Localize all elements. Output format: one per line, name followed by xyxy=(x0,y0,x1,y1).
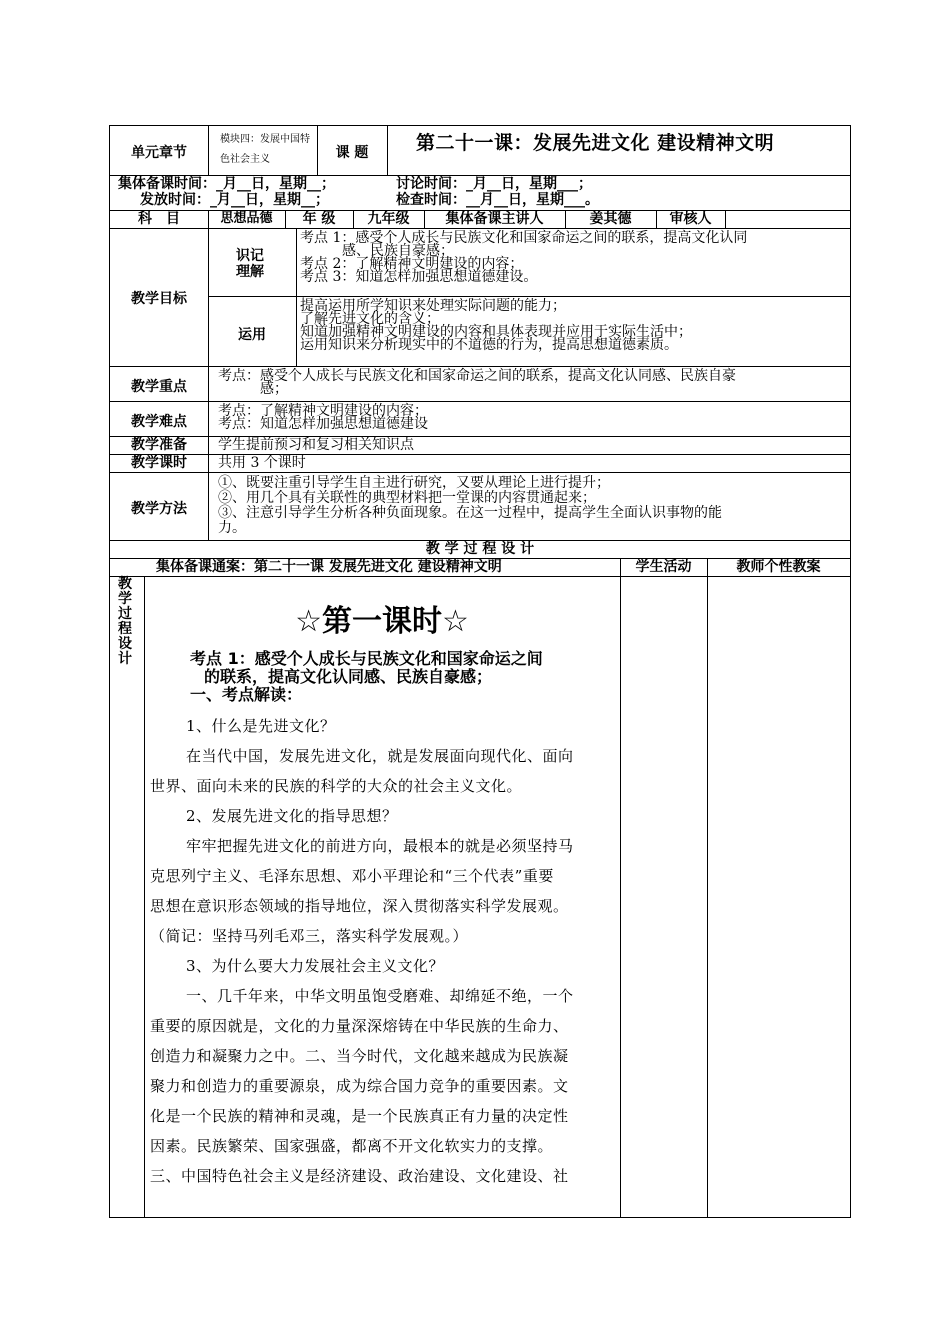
body-line: 世界、面向未来的民族的科学的大众的社会主义文化。 xyxy=(150,777,523,795)
process-section-title: 教 学 过 程 设 计 xyxy=(425,541,535,557)
body-line: 牢牢把握先进文化的前进方向，最根本的就是必须坚持马 xyxy=(186,837,574,855)
kaodian-heading-1: 考点 1：感受个人成长与民族文化和国家命运之间 xyxy=(190,649,543,668)
collective-plan-header: 集体备课通案：第二十一课 发展先进文化 建设精神文明 xyxy=(156,559,502,575)
memory-understanding-label: 识记理解 xyxy=(236,248,264,280)
topic-label: 课 题 xyxy=(335,145,369,161)
method-line: ③、注意引导学生分析各种负面现象。在这一过程中，提高学生全面认识事物的能 xyxy=(218,505,722,521)
body-line: 重要的原因就是，文化的力量深深熔铸在中华民族的生命力、 xyxy=(150,1017,569,1035)
lesson-title: 第二十一课：发展先进文化 建设精神文明 xyxy=(416,132,775,154)
body-line: 3、为什么要大力发展社会主义文化？ xyxy=(186,957,445,975)
teaching-goals-label: 教学目标 xyxy=(131,291,187,307)
grade-value: 九年级 xyxy=(367,211,410,227)
key-point-line: 感； xyxy=(260,381,288,397)
grade-label: 年 级 xyxy=(302,211,336,227)
goal-line: 知道加强精神文明建设的内容和具体表现并应用于实际生活中； xyxy=(300,324,692,340)
body-line: 思想在意识形态领域的指导地位，深入贯彻落实科学发展观。 xyxy=(150,897,569,915)
reviewer-label: 审核人 xyxy=(669,211,712,227)
process-body xyxy=(150,711,616,1191)
body-line: 克思列宁主义、毛泽东思想、邓小平理论和“三个代表”重要 xyxy=(150,867,554,885)
body-line: 化是一个民族的精神和灵魂，是一个民族真正有力量的决定性 xyxy=(150,1107,569,1125)
subject-value: 思想品德 xyxy=(220,211,273,226)
distribute-time: 发放时间：_月__日，星期__； xyxy=(140,192,329,208)
application-label: 运用 xyxy=(238,327,266,343)
body-line: 创造力和凝聚力之中。二、当今时代，文化越来越成为民族凝 xyxy=(150,1047,569,1065)
goal-line: 了解先进文化的含义； xyxy=(300,311,440,327)
key-points-label: 教学重点 xyxy=(131,379,187,395)
method-line: ①、既要注重引导学生自主进行研究，又要从理论上进行提升； xyxy=(218,475,610,491)
discussion-time: 讨论时间：_月__日，星期___； xyxy=(396,176,592,192)
preparation-label: 教学准备 xyxy=(131,437,187,453)
collective-prep-time: 集体备课时间：_月__日，星期__； xyxy=(118,176,335,192)
key-points-text xyxy=(218,370,736,396)
speaker-label: 集体备课主讲人 xyxy=(445,211,544,227)
student-activity-header: 学生活动 xyxy=(635,559,692,575)
body-line: 因素。民族繁荣、国家强盛，都离不开文化软实力的支撑。 xyxy=(150,1137,554,1155)
body-line: 2、发展先进文化的指导思想？ xyxy=(186,807,398,825)
methods-label: 教学方法 xyxy=(131,501,187,517)
kaodian-heading-2: 的联系，提高文化认同感、民族自豪感； xyxy=(204,667,493,686)
hours-label: 教学课时 xyxy=(131,455,187,471)
method-line: 力。 xyxy=(218,520,246,536)
check-time: 检查时间：__月__日，星期___。 xyxy=(396,192,599,208)
goal-line: 提高运用所学知识来处理实际问题的能力； xyxy=(300,298,566,314)
preparation-text: 学生提前预习和复习相关知识点 xyxy=(218,437,414,453)
method-line: ②、用几个具有关联性的典型材料把一堂课的内容贯通起来； xyxy=(218,490,596,506)
unit-chapter-label: 单元章节 xyxy=(131,145,187,161)
difficulties-text xyxy=(218,405,428,431)
difficulty-line: 考点：了解精神文明建设的内容； xyxy=(218,403,428,419)
goal-line: 感、民族自豪感； xyxy=(342,243,454,259)
goal-line: 考点 1：感受个人成长与民族文化和国家命运之间的联系，提高文化认同 xyxy=(300,230,748,246)
difficulty-line: 考点：知道怎样加强思想道德建设 xyxy=(218,416,428,432)
lesson-plan-table xyxy=(109,125,851,1218)
hours-text: 共用 3 个课时 xyxy=(218,455,306,471)
memory-goals xyxy=(300,232,747,284)
body-line: 聚力和创造力的重要源泉，成为综合国力竞争的重要因素。文 xyxy=(150,1077,569,1095)
goal-line: 考点 3：知道怎样加强思想道德建设。 xyxy=(300,269,538,285)
module-name: 模块四：发展中国特色社会主义 xyxy=(220,134,310,165)
key-point-line: 考点：感受个人成长与民族文化和国家命运之间的联系，提高文化认同感、民族自豪 xyxy=(218,368,736,384)
body-line: （简记：坚持马列毛邓三，落实科学发展观。） xyxy=(150,927,469,945)
body-line: 三、中国特色社会主义是经济建设、政治建设、文化建设、社 xyxy=(150,1167,569,1185)
subheading: 一、考点解读： xyxy=(190,685,303,704)
methods-text xyxy=(218,476,722,536)
speaker-value: 姜其德 xyxy=(589,211,632,227)
body-line: 一、几千年来，中华文明虽饱受磨难、却绵延不绝，一个 xyxy=(186,987,574,1005)
difficulties-label: 教学难点 xyxy=(131,414,187,430)
goal-line: 运用知识来分析现实中的不道德的行为，提高思想道德素质。 xyxy=(300,337,678,353)
period-title: ☆第一课时☆ xyxy=(295,604,469,639)
goal-line: 考点 2：了解精神文明建设的内容； xyxy=(300,256,524,272)
subject-label: 科 目 xyxy=(138,211,180,227)
application-goals xyxy=(300,300,692,352)
body-line: 1、什么是先进文化？ xyxy=(186,717,336,735)
teacher-plan-header: 教师个性教案 xyxy=(736,559,821,575)
body-line: 在当代中国，发展先进文化，就是发展面向现代化、面向 xyxy=(186,747,574,765)
process-side-label: 教学过程设计 xyxy=(118,576,132,667)
